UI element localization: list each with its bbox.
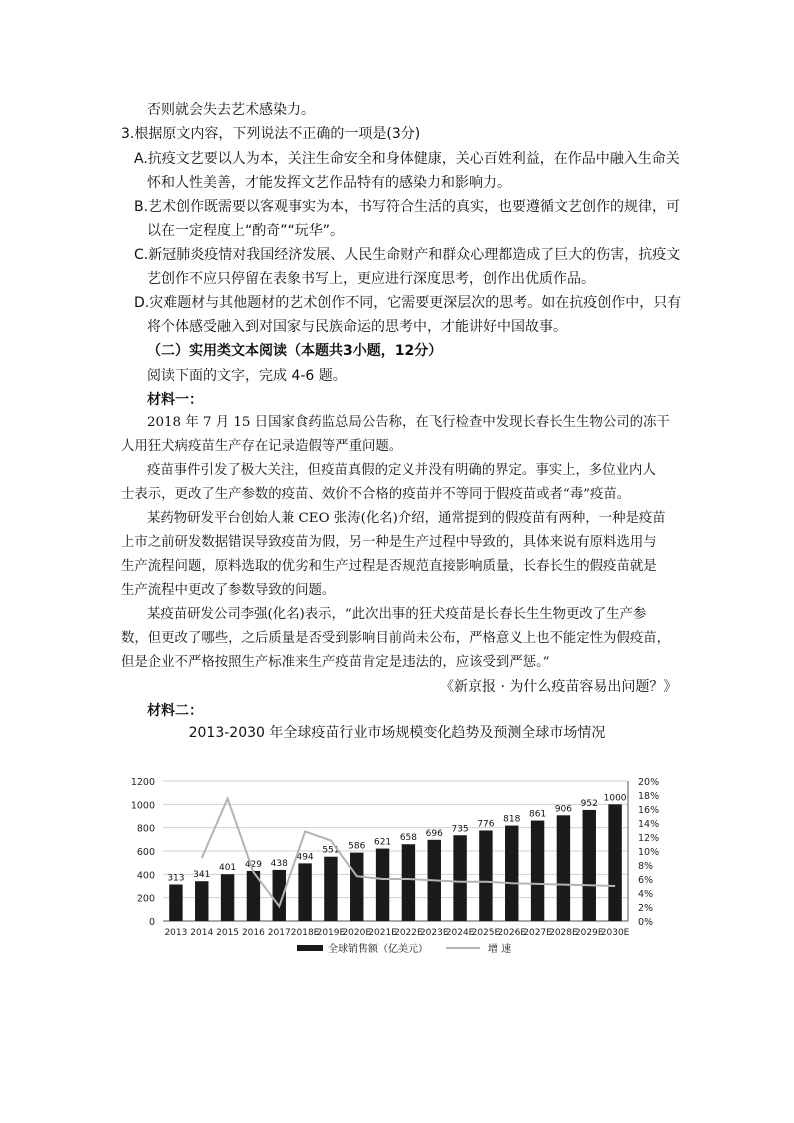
- bar-value-label: 1000: [603, 793, 627, 804]
- y-tick-label-right: 18%: [638, 791, 660, 802]
- bar-value-label: 313: [167, 873, 185, 884]
- paragraph-line: 疫苗事件引发了极大关注，但疫苗真假的定义并没有明确的界定。事实上，多位业内人: [147, 463, 656, 478]
- bar: [195, 881, 208, 921]
- x-tick-label: 2028E: [549, 928, 578, 938]
- y-tick-label-left: 1200: [130, 777, 155, 788]
- bar-value-label: 429: [244, 859, 263, 870]
- bar-value-label: 861: [528, 809, 547, 820]
- x-tick-label: 2021E: [368, 928, 397, 938]
- paragraph-line: 某疫苗研发公司李强(化名)表示，“此次出事的狂犬疫苗是长春长生生物更改了生产参: [147, 607, 647, 622]
- paragraph-line: 数，但更改了哪些，之后质量是否受到影响目前尚未公布，严格意义上也不能定性为假疫苗，: [121, 631, 671, 646]
- bar-value-label: 341: [193, 870, 211, 881]
- paragraph-line: 人用狂犬病疫苗生产存在记录造假等严重问题。: [121, 439, 403, 454]
- section-heading: （二）实用类文本阅读（本题共3小题，12分）: [147, 343, 443, 359]
- option-c: C.新冠肺炎疫情对我国经济发展、人民生命财产和群众心理都造成了巨大的伤害，抗疫文: [134, 247, 681, 263]
- y-tick-label-left: 600: [136, 847, 155, 858]
- paragraph-line: 但是企业不严格按照生产标准来生产疫苗肯定是违法的，应该受到严惩。”: [121, 655, 550, 670]
- x-tick-label: 2030E: [600, 928, 630, 938]
- bar: [376, 849, 389, 921]
- bar-value-label: 586: [348, 841, 366, 852]
- x-tick-label: 2019E: [316, 928, 346, 938]
- option-a: A.抗疫文艺要以人为本，关注生命安全和身体健康，关心百姓利益，在作品中融入生命关: [134, 151, 680, 167]
- legend-label-sales: 全球销售额（亿美元）: [328, 944, 428, 955]
- bar-value-label: 401: [218, 863, 237, 874]
- bar-value-label: 906: [554, 804, 573, 815]
- y-tick-label-right: 10%: [638, 847, 660, 858]
- bar-value-label: 696: [425, 828, 443, 839]
- option-d-cont: 将个体感受融入到对国家与民族命运的思考中，才能讲好中国故事。: [147, 319, 567, 335]
- bar: [402, 844, 415, 921]
- y-tick-label-right: 2%: [638, 903, 654, 914]
- y-tick-label-right: 4%: [638, 889, 654, 900]
- bar: [608, 804, 621, 921]
- bar: [557, 815, 570, 921]
- y-tick-label-right: 8%: [638, 861, 654, 872]
- y-tick-label-right: 0%: [638, 917, 654, 928]
- paragraph-line: 2018 年 7 月 15 日国家食药监总局公告称，在飞行检查中发现长春长生生物公司的冻干: [147, 415, 670, 430]
- option-c-cont: 艺创作不应只停留在表象书写上，更应进行深度思考，创作出优质作品。: [147, 271, 595, 287]
- bar: [505, 826, 518, 921]
- y-tick-label-right: 16%: [638, 805, 660, 816]
- x-tick-label: 2022E: [394, 928, 423, 938]
- bar: [453, 835, 466, 921]
- question-3: 3.根据原文内容，下列说法不正确的一项是(3分): [121, 126, 421, 142]
- x-tick-label: 2023E: [419, 928, 449, 938]
- x-tick-label: 2017: [267, 928, 291, 938]
- bar-value-label: 776: [477, 819, 495, 830]
- x-tick-label: 2026E: [497, 928, 527, 938]
- bar-value-label: 621: [373, 837, 392, 848]
- bar: [298, 863, 311, 921]
- bar-value-label: 658: [399, 833, 418, 844]
- y-tick-label-right: 20%: [638, 777, 660, 788]
- bar: [221, 874, 234, 921]
- option-d: D.灾难题材与其他题材的艺术创作不同，它需要更深层次的思考。如在抗疫创作中，只有: [134, 295, 682, 311]
- chart-title: 2013-2030 年全球疫苗行业市场规模变化趋势及预测全球市场情况: [188, 725, 606, 741]
- paragraph-line: 上市之前研发数据错误导致疫苗为假，另一种是生产过程中导致的，具体来说有原料选用与: [121, 535, 657, 550]
- y-tick-label-left: 800: [136, 823, 155, 835]
- x-tick-label: 2029E: [574, 928, 604, 938]
- bar-value-label: 952: [580, 798, 598, 809]
- x-tick-label: 2014: [190, 928, 214, 938]
- legend-label-growth: 增 速: [488, 944, 512, 955]
- bar-value-label: 818: [503, 814, 521, 825]
- material-1-label: 材料一：: [147, 392, 203, 408]
- material-2-label: 材料二：: [147, 703, 203, 719]
- source-citation: 《新京报 · 为什么疫苗容易出问题？》: [440, 679, 678, 695]
- x-tick-label: 2013: [164, 928, 188, 938]
- bar: [169, 884, 182, 921]
- bar: [479, 830, 492, 921]
- y-tick-label-left: 0: [148, 917, 155, 928]
- x-tick-label: 2015: [216, 928, 240, 938]
- legend-swatch-sales: [297, 945, 323, 951]
- x-tick-label: 2025E: [471, 928, 501, 938]
- x-tick-label: 2018E: [290, 928, 320, 938]
- instruction: 阅读下面的文字，完成 4-6 题。: [147, 368, 347, 384]
- y-tick-label-left: 200: [136, 893, 155, 905]
- bar: [583, 810, 596, 921]
- y-tick-label-right: 12%: [638, 833, 660, 844]
- bar: [324, 857, 337, 921]
- y-tick-label-left: 1000: [130, 800, 155, 812]
- paragraph-line: 某药物研发平台创始人兼 CEO 张涛(化名)介绍，通常提到的假疫苗有两种，一种是疫苗: [147, 511, 666, 526]
- bar: [350, 853, 363, 921]
- bar: [531, 821, 544, 921]
- x-tick-label: 2024E: [445, 928, 475, 938]
- y-tick-label-left: 400: [136, 870, 155, 882]
- paragraph-line: 生产流程中更改了参数导致的问题。: [121, 583, 336, 598]
- text-line: 否则就会失去艺术感染力。: [147, 102, 315, 118]
- bar-value-label: 438: [270, 858, 288, 869]
- bar-value-label: 551: [322, 845, 340, 856]
- option-b: B.艺术创作既需要以客观事实为本，书写符合生活的真实，也要遵循文艺创作的规律，可: [134, 199, 681, 215]
- y-tick-label-right: 14%: [638, 819, 660, 830]
- x-tick-label: 2016: [241, 928, 265, 938]
- paragraph-line: 士表示，更改了生产参数的疫苗、效价不合格的疫苗并不等同于假疫苗或者“毒”疫苗。: [121, 487, 631, 502]
- bar-value-label: 735: [451, 824, 469, 835]
- option-a-cont: 怀和人性美善，才能发挥文艺作品特有的感染力和影响力。: [147, 175, 511, 191]
- bar-value-label: 494: [296, 852, 314, 863]
- y-tick-label-right: 6%: [638, 875, 654, 886]
- x-tick-label: 2027E: [523, 928, 552, 938]
- paragraph-line: 生产流程问题，原料选取的优劣和生产过程是否规范直接影响质量，长春长生的假疫苗就是: [121, 559, 657, 574]
- x-tick-label: 2020E: [342, 928, 372, 938]
- option-b-cont: 以在一定程度上“酌奇”“玩华”。: [147, 223, 345, 239]
